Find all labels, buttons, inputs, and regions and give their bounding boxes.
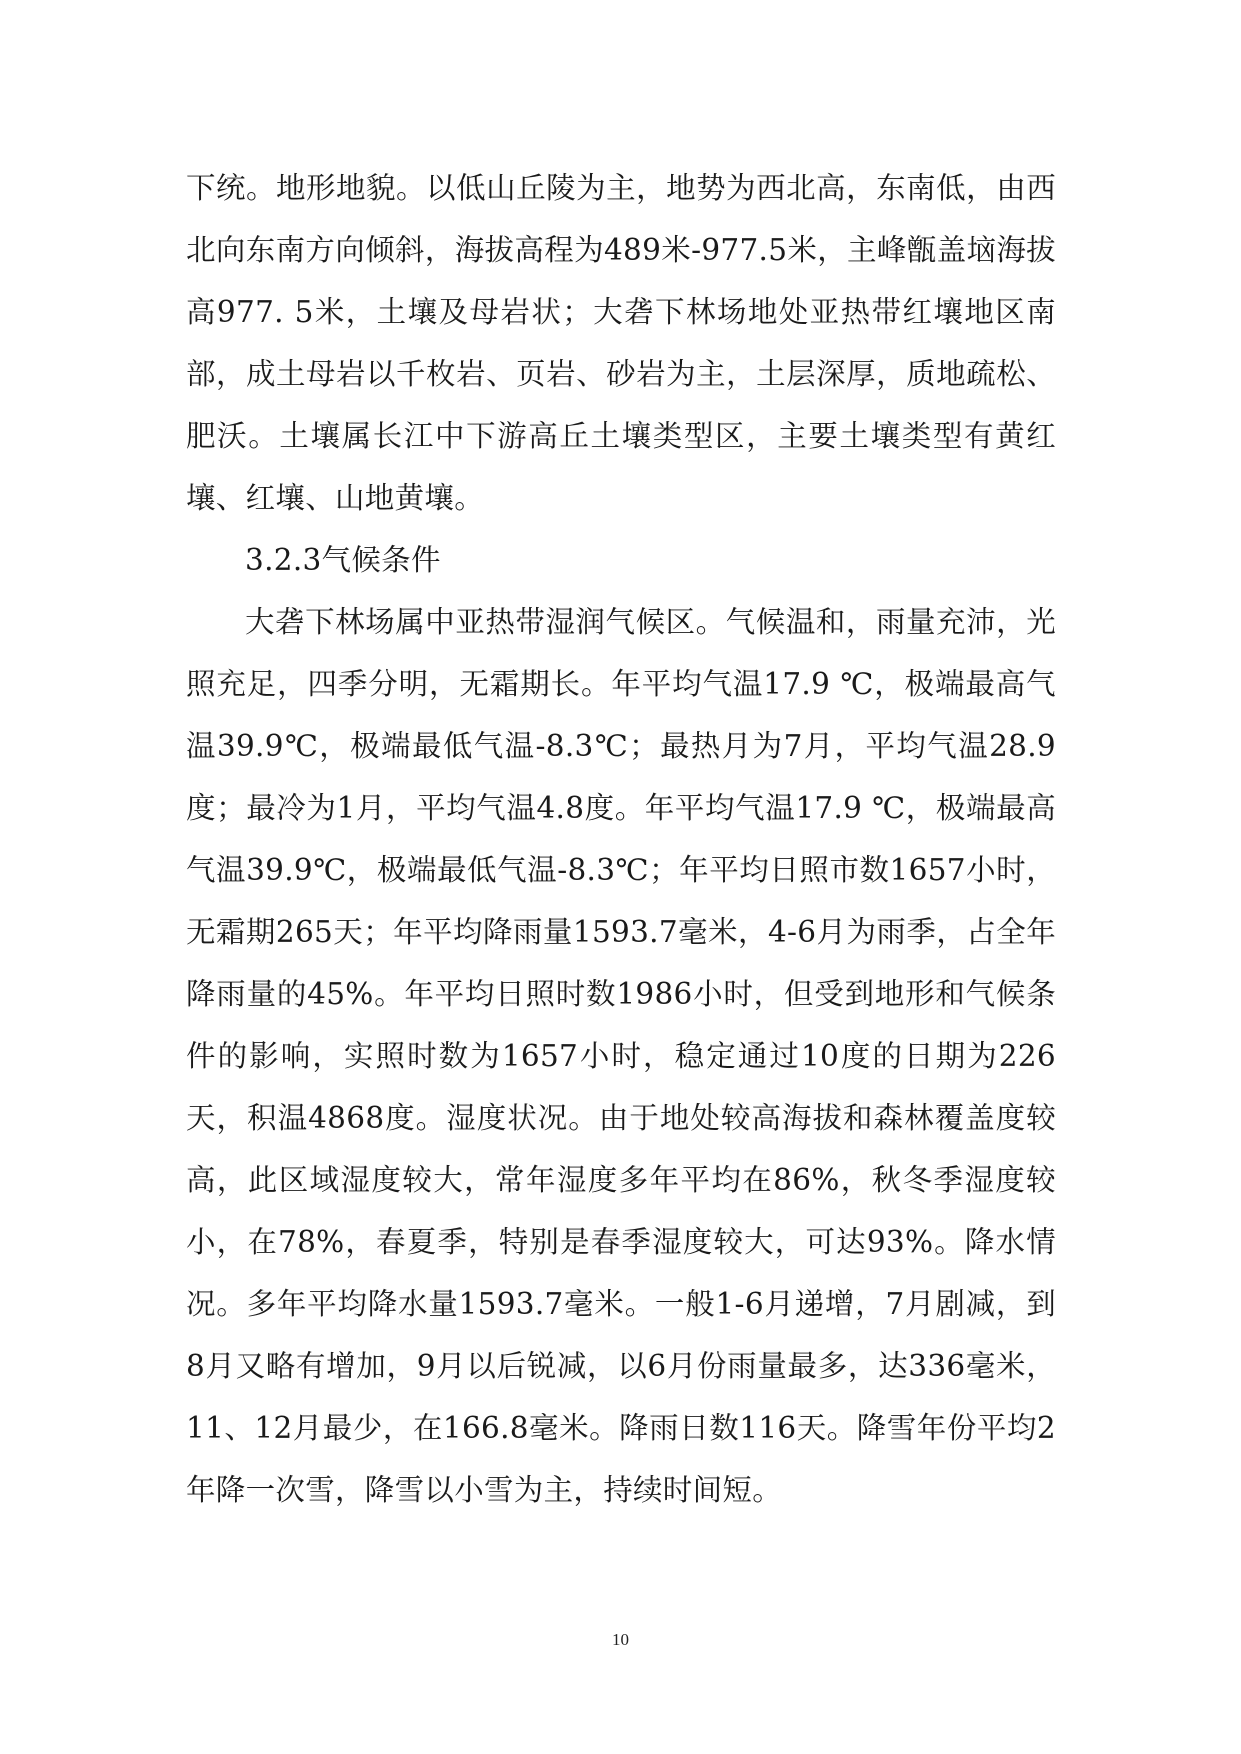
page-number: 10 bbox=[612, 1630, 629, 1649]
paragraph-terrain-soil: 下统。地形地貌。以低山丘陵为主，地势为西北高，东南低，由西北向东南方向倾斜，海拔高程为489米-977.5米，主峰甑盖垴海拔高977. 5米，土壤及母岩状；大砻下林场地处亚热带红壤地区南部，成土母岩以千枚岩、页岩、砂岩为主，土层深厚，质地疏松、肥沃。土壤属长江中下游高丘土壤类型区，主要土壤类型有黄红壤、红壤、山地黄壤。 bbox=[186, 171, 1056, 515]
paragraph-climate: 大砻下林场属中亚热带湿润气候区。气候温和，雨量充沛，光照充足，四季分明，无霜期长。年平均气温17.9 ℃，极端最高气温39.9℃，极端最低气温-8.3℃；最热月为7月，平均气温28.9度；最冷为1月，平均气温4.8度。年平均气温17.9 ℃，极端最高气温39.9℃，极端最低气温-8.3℃；年平均日照市数1657小时，无霜期265天；年平均降雨量1593.7毫米，4-6月为雨季，占全年降雨量的45%。年平均日照时数1986小时，但受到地形和气候条件的影响，实照时数为1657小时，稳定通过10度的日期为226天，积温4868度。湿度状况。由于地处较高海拔和森林覆盖度较高，此区域湿度较大，常年湿度多年平均在86%，秋冬季湿度较小，在78%，春夏季，特别是春季湿度较大，可达93%。降水情况。多年平均降水量1593.7毫米。一般1-6月递增，7月剧减，到8月又略有增加，9月以后锐减，以6月份雨量最多，达336毫米，11、12月最少，在166.8毫米。降雨日数116天。降雪年份平均2年降一次雪，降雪以小雪为主，持续时间短。 bbox=[186, 605, 1056, 1507]
document-body bbox=[186, 157, 1056, 1521]
section-heading-climate: 3.2.3气候条件 bbox=[245, 543, 441, 577]
